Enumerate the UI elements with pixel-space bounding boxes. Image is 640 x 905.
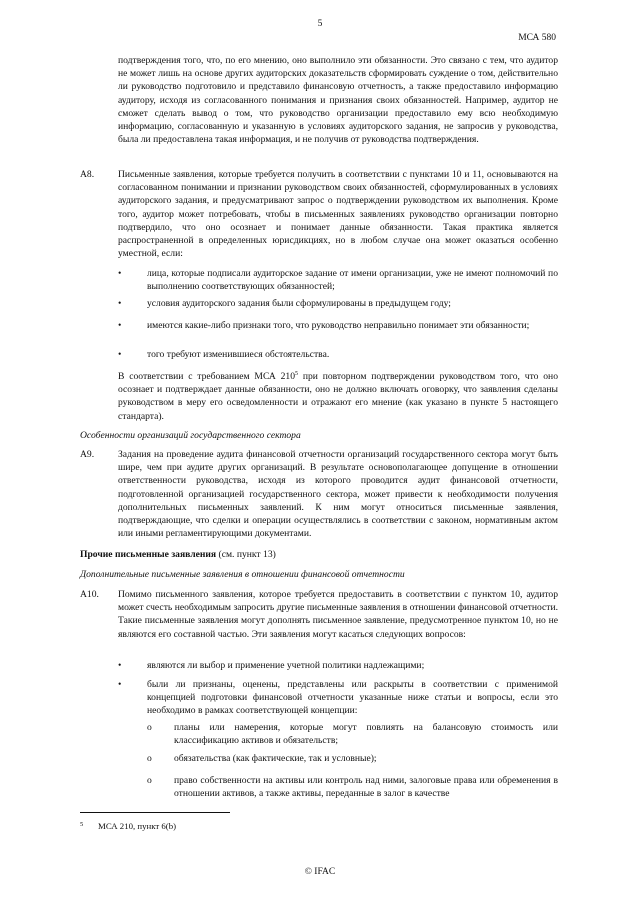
bullet-icon: • (118, 268, 122, 279)
a8-bullet-1: лица, которые подписали аудиторское задание от имени организации, уже не имеют полномочий по выполнению соответствующих обязанностей; (147, 268, 558, 293)
paragraph-a9: Задания на проведение аудита финансовой отчетности организаций государственного сектора могут быть шире, чем при аудите других организаций. В результате основополагающее допущение в отношении ответственности руководства, исходя из которого проводится аудит финансовой отчетности, подготовленной организацией государственного сектора, может привести к необходимости получения дополнительных письменных заявлений. К ним могут относиться письменные заявления, подтверждающие, что сделки и операции осуществлялись в соответствии с законом, нормативным актом или иными регламентирующими документами. (118, 449, 558, 540)
paragraph-a8: Письменные заявления, которые требуется получить в соответствии с пунктами 10 и 11, основываются на согласованном понимании и признании руководством своих обязанностей, сформулированных в условиях аудиторского задания, и предусматривают запрос о подтверждении руководством их выполнения. Кроме того, аудитор может потребовать, чтобы в письменных заявлениях руководство организации повторно подтвердило, что оно осознает и понимает данные обязанности. Такая практика является распространенной в определенных юрисдикциях, но в любом случае она может оказаться особенно уместной, если: (118, 169, 558, 260)
paragraph-number-a8: A8. (80, 169, 95, 180)
a8-concluding-rest: при повторном подтверждении руководством того, что оно осознает и подтверждает данные обязанности, оно не должно включать оговорку, что заявления сделаны руководством в меру его осведомленности и отражают его мнение (как указано в пункте 5 настоящего стандарта). (118, 371, 558, 422)
a8-bullet-3: имеются какие-либо признаки того, что руководство неправильно понимает эти обязанности; (147, 320, 530, 331)
paragraph-a10: Помимо письменного заявления, которое требуется предоставить в соответствии с пунктом 10, аудитор может счесть необходимым запросить другие письменные заявления в отношении финансовой отчетности. Такие письменные заявления могут дополнять письменное заявление, предусмотренное пунктом 10, но не являются его составной частью. Эти заявления могут касаться следующих вопросов: (118, 589, 558, 640)
footnote-reference: 5 (295, 370, 299, 377)
sub-bullet-icon: o (147, 775, 152, 786)
heading-public-sector: Особенности организаций государственного сектора (80, 430, 301, 441)
a8-bullet-2: условия аудиторского задания были сформулированы в предыдущем году; (147, 298, 451, 309)
heading-additional-representations: Дополнительные письменные заявления в отношении финансовой отчетности (80, 569, 405, 580)
bullet-icon: • (118, 660, 122, 671)
paragraph-continuation: подтверждения того, что, по его мнению, оно выполнило эти обязанности. Это связано с тем, что аудитор не может лишь на основе других аудиторских доказательств сформировать суждение о том, действительно ли руководство подготовило и представило финансовую отчетность, а также предоставило информацию аудитору, исходя из согласованного понимания и признания своих обязанностей. Например, аудитор не сможет сделать вывод о том, что руководство организации предоставило ему всю необходимую информацию, согласованную и указанную в условиях аудиторского задания, не запросив у руководства, была ли предоставлена такая информация, и не получив от руководства подтверждения. (118, 55, 558, 146)
a10-sub-bullet-3: право собственности на активы или контроль над ними, залоговые права или обременения в отношении активов, а также активы, переданные в залог в качестве (174, 775, 558, 800)
footer-copyright: © IFAC (304, 867, 336, 877)
a8-concluding-start: В соответствии с требованием МСА 210 (118, 371, 296, 382)
a10-bullet-2: были ли признаны, оценены, представлены или раскрыты в соответствии с применимой концепцией подготовки финансовой отчетности указанные ниже статьи и вопросы, если это необходимо в рамках соответствующей концепции: (147, 679, 558, 717)
bullet-icon: • (118, 320, 122, 331)
bullet-icon: • (118, 298, 122, 309)
a10-bullet-1: являются ли выбор и применение учетной политики надлежащими; (147, 660, 425, 671)
a8-bullet-4: того требуют изменившиеся обстоятельства. (147, 349, 330, 360)
footnote-text: МСА 210, пункт 6(b) (98, 821, 177, 831)
a10-sub-bullet-2: обязательства (как фактические, так и условные); (174, 753, 377, 764)
sub-bullet-icon: o (147, 722, 152, 733)
paragraph-number-a9: A9. (80, 449, 95, 460)
standard-label: МСА 580 (518, 33, 556, 43)
footnote-separator (80, 812, 230, 813)
a10-sub-bullet-1: планы или намерения, которые могут повлиять на балансовую стоимость или классификацию активов и обязательств; (174, 722, 558, 747)
heading-other-reference: (см. пункт 13) (216, 549, 276, 560)
page-number: 5 (317, 19, 323, 29)
heading-other-title: Прочие письменные заявления (80, 549, 217, 560)
sub-bullet-icon: o (147, 753, 152, 764)
heading-other-representations (80, 548, 276, 561)
bullet-icon: • (118, 349, 122, 360)
a8-concluding-paragraph (118, 370, 558, 423)
footnote-number: 5 (80, 821, 84, 828)
bullet-icon: • (118, 679, 122, 690)
paragraph-number-a10: A10. (80, 589, 99, 600)
